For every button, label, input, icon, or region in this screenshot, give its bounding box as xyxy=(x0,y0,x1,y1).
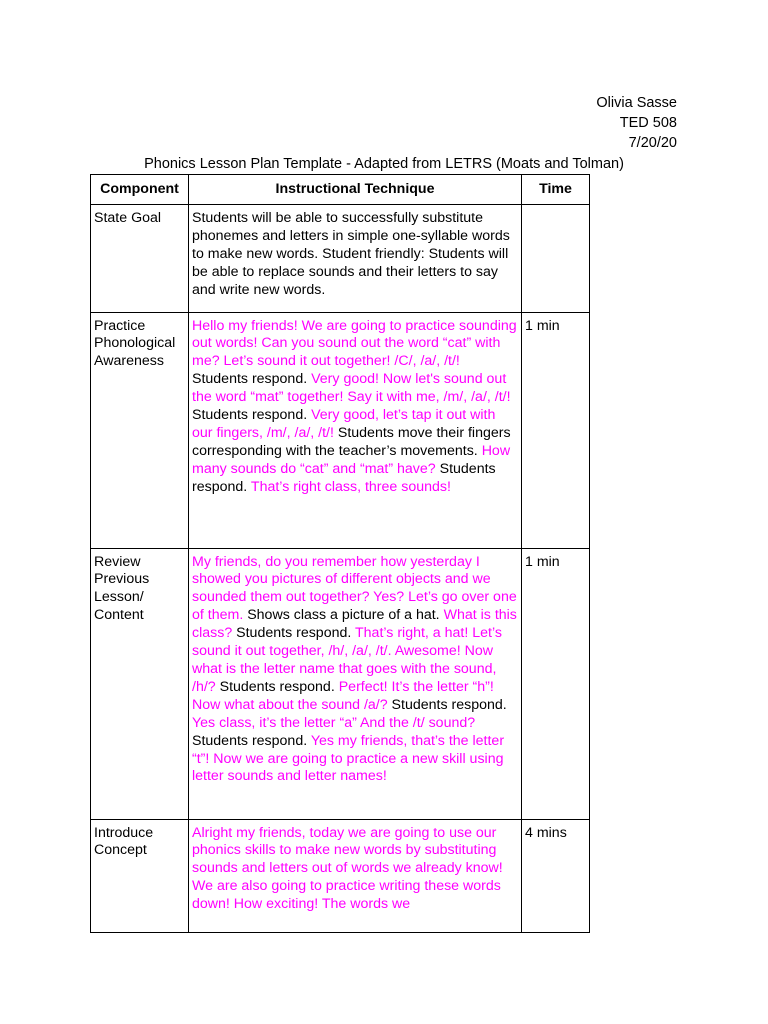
teacher-speech: That’s right class, three sounds! xyxy=(250,478,451,495)
table-row xyxy=(91,205,590,313)
document-date: 7/20/20 xyxy=(628,135,677,151)
table-row xyxy=(91,312,590,548)
table-row xyxy=(91,819,590,932)
student-action: Students respond. xyxy=(391,696,507,713)
time-cell: 1 min xyxy=(522,312,590,548)
column-header-component: Component xyxy=(91,175,189,205)
component-cell: Practice Phonological Awareness xyxy=(91,312,189,548)
teacher-speech: Yes my friends, that’s the letter “t”! Now we are going to practice a new skill using letter sounds and letter names! xyxy=(192,732,505,785)
student-action: Students move their fingers corresponding with the teacher’s movements. xyxy=(192,424,511,459)
teacher-speech: How many sounds do “cat” and “mat” have? xyxy=(192,442,511,477)
teacher-speech: That’s right, a hat! Let’s sound it out together, /h/, /a/, /t/. Awesome! Now what is the letter name that goes with the sound, /h/? xyxy=(192,625,502,695)
teacher-speech: Yes class, it’s the letter “a” And the /t/ sound? xyxy=(192,714,476,731)
column-header-technique: Instructional Technique xyxy=(189,175,522,205)
component-cell: Review Previous Lesson/ Content xyxy=(91,548,189,819)
student-action: Students respond. xyxy=(192,407,312,424)
author-name: Olivia Sasse xyxy=(596,95,677,111)
teacher-speech: Very good, let’s tap it out with our fingers, /m/, /a/, /t/! xyxy=(192,407,496,441)
teacher-speech: Very good! Now let's sound out the word “mat” together! Say it with me, /m/, /a/, /t/! xyxy=(192,371,511,406)
table-row xyxy=(91,548,590,819)
student-action: Students will be able to successfully substitute phonemes and letters in simple one-syllable words to make new words. Student friendly: Students will be able to replace sounds and their letters to say and write new words. xyxy=(192,210,510,298)
student-action: Students respond. xyxy=(192,732,311,749)
component-cell: State Goal xyxy=(91,205,189,313)
student-action: Shows class a picture of a hat. xyxy=(247,607,444,624)
student-action: Students respond. xyxy=(192,371,312,388)
time-cell: 4 mins xyxy=(522,819,590,932)
student-action: Students respond. xyxy=(236,625,355,642)
teacher-speech: What is this class? xyxy=(192,607,517,642)
teacher-speech: Perfect! It’s the letter “h”! Now what about the sound /a/? xyxy=(192,678,494,713)
lesson-plan-table xyxy=(90,174,590,933)
teacher-speech: My friends, do you remember how yesterday I showed you pictures of different objects and we sounded them out together? Yes? Let’s go over one of them. xyxy=(192,553,517,624)
technique-cell xyxy=(189,205,522,313)
course-code: TED 508 xyxy=(619,115,677,131)
table-header-row xyxy=(91,175,590,205)
teacher-speech: Hello my friends! We are going to practice sounding out words! Can you sound out the word “cat” with me? Let’s sound it out together! /C/, /a/, /t/! xyxy=(192,317,517,370)
time-cell xyxy=(522,205,590,313)
column-header-time: Time xyxy=(522,175,590,205)
student-action: Students respond. xyxy=(192,460,496,495)
document-title: Phonics Lesson Plan Template - Adapted from LETRS (Moats and Tolman) xyxy=(144,156,624,172)
technique-cell xyxy=(189,312,522,548)
technique-cell xyxy=(189,819,522,932)
technique-cell xyxy=(189,548,522,819)
component-cell: Introduce Concept xyxy=(91,819,189,932)
student-action: Students respond. xyxy=(219,678,339,695)
document-header xyxy=(596,93,677,153)
teacher-speech: Alright my friends, today we are going to use our phonics skills to make new words by substituting sounds and letters out of words we already know! We are also going to practice writing these words down! How exciting! The words we xyxy=(192,824,503,913)
time-cell: 1 min xyxy=(522,548,590,819)
